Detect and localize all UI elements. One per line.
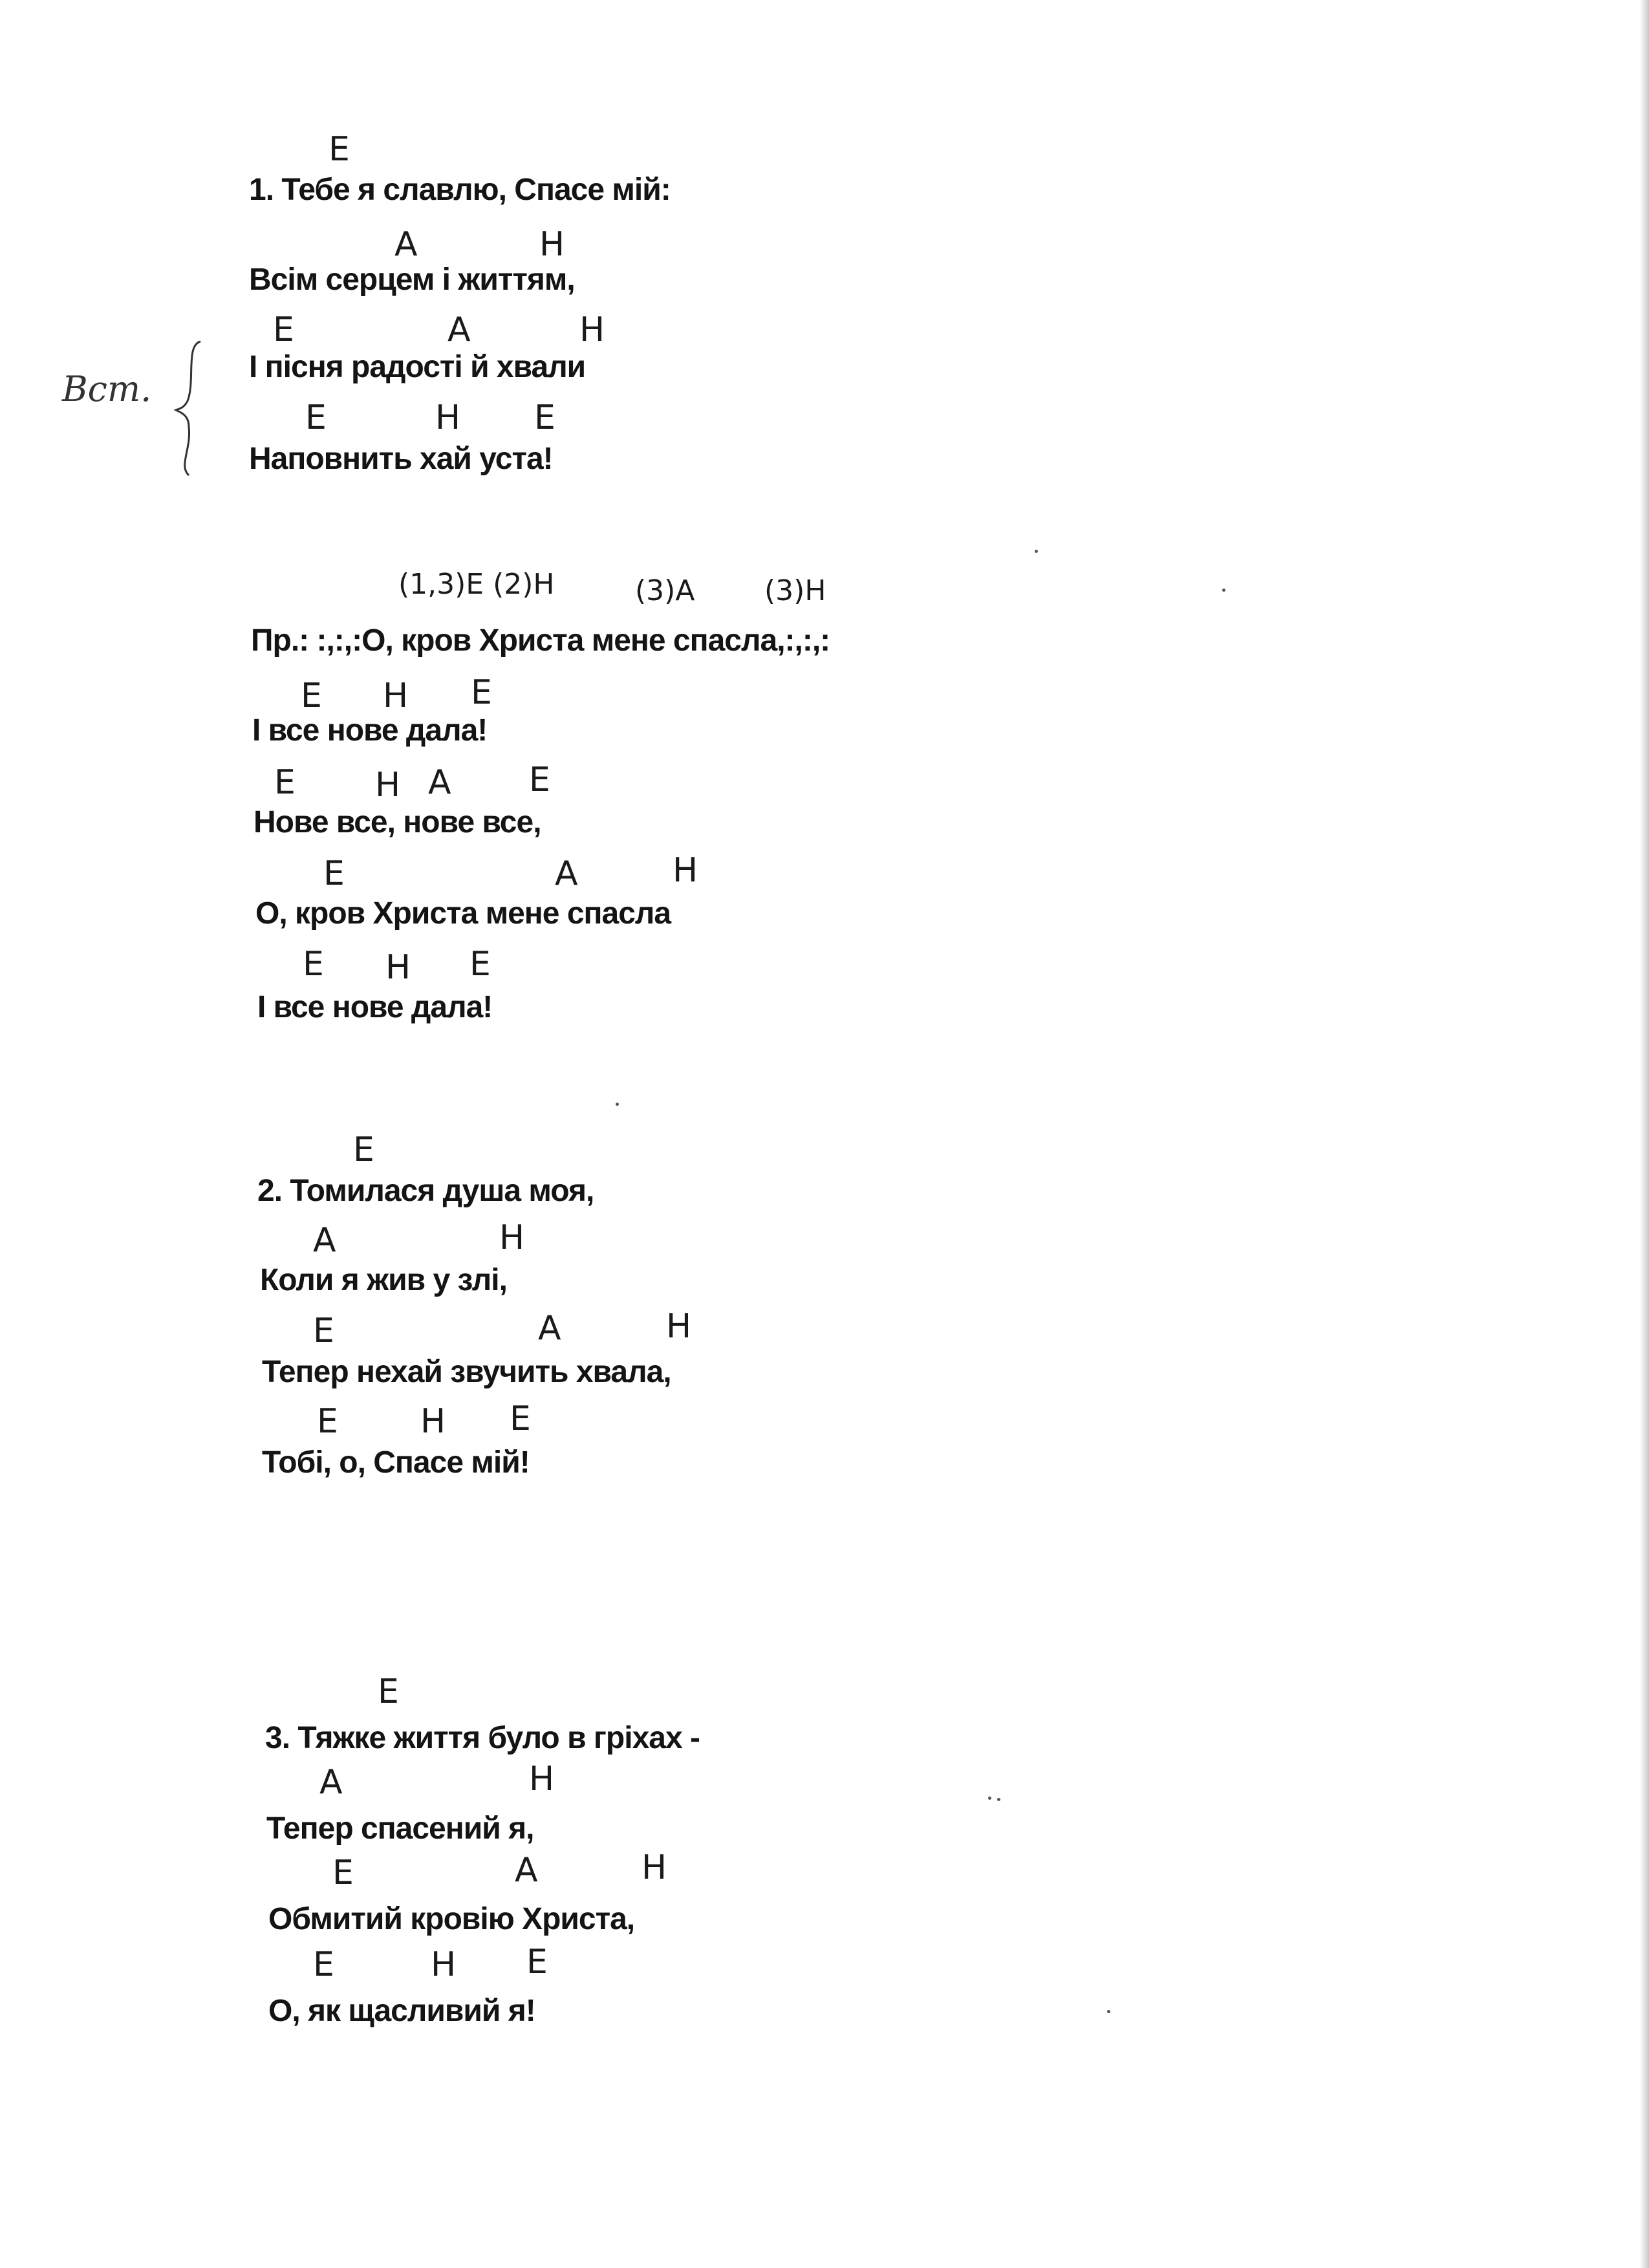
chord: E — [305, 398, 327, 437]
lyric-line: І все нове дала! — [257, 990, 493, 1024]
chord: E — [323, 854, 345, 893]
chord: E — [529, 761, 550, 799]
lyric-line: О, як щасливий я! — [268, 1994, 535, 2028]
chord: H — [673, 851, 698, 890]
lyric-line: 1. Тебе я славлю, Спасе мій: — [249, 173, 671, 207]
scan-speck — [616, 1103, 619, 1106]
margin-note: Вст. — [62, 369, 152, 409]
chord: E — [378, 1672, 399, 1711]
chord: H — [383, 676, 409, 715]
chord: (1,3)E (2)H — [398, 568, 555, 601]
brace-icon — [169, 336, 208, 479]
chord: E — [313, 1312, 334, 1350]
lyric-line: 2. Томилася душа моя, — [257, 1174, 594, 1208]
lyric-line: Нове все, нове все, — [253, 805, 541, 839]
chord: E — [273, 310, 294, 349]
chord: E — [332, 1853, 354, 1892]
scan-speck — [1222, 589, 1225, 592]
chord: H — [666, 1307, 692, 1346]
lyric-line: Тепер нехай звучить хвала, — [262, 1355, 671, 1389]
chord: H — [539, 225, 565, 264]
chord: (3)A — [635, 574, 695, 607]
chord: E — [469, 945, 491, 984]
lyric-line: І все нове дала! — [252, 713, 488, 748]
lyric-line: Тепер спасений я, — [266, 1811, 534, 1846]
lyric-line: Обмитий кровію Христа, — [268, 1902, 635, 1936]
chord: E — [526, 1943, 548, 1982]
lyric-line: О, кров Христа мене спасла — [255, 896, 671, 931]
chord: H — [529, 1760, 555, 1798]
lyric-line: Коли я жив у злі, — [260, 1263, 507, 1297]
chord: A — [428, 763, 451, 802]
scan-edge — [1640, 0, 1649, 2268]
chord: E — [317, 1402, 338, 1441]
chord: E — [534, 398, 555, 437]
chord: (3)H — [764, 574, 826, 607]
chord: H — [431, 1945, 457, 1984]
scan-speck — [1035, 550, 1038, 553]
chord: E — [313, 1945, 334, 1984]
lyric-line: Всім серцем і життям, — [249, 263, 575, 297]
chord: A — [555, 854, 578, 893]
chord: E — [510, 1399, 531, 1438]
lyric-line: Наповнить хай уста! — [249, 442, 553, 476]
chord: H — [435, 398, 461, 437]
chord: A — [394, 225, 418, 264]
scan-speck — [997, 1798, 1000, 1801]
chord: H — [579, 310, 605, 349]
chord: H — [420, 1402, 446, 1441]
chord: A — [313, 1221, 336, 1260]
lyric-line: Пр.: :,:,:О, кров Христа мене спасла,:,:,: — [251, 623, 830, 658]
lyric-line: Тобі, о, Спасе мій! — [262, 1445, 530, 1480]
chord: H — [499, 1218, 525, 1257]
chord: A — [447, 310, 471, 349]
chord: E — [301, 676, 322, 715]
chord: E — [329, 130, 350, 169]
lyric-line: І пісня радості й хвали — [249, 350, 586, 384]
chord: H — [375, 766, 401, 805]
chord: E — [471, 673, 492, 712]
scan-speck — [1107, 2010, 1110, 2013]
chord: E — [303, 945, 324, 984]
chord: A — [515, 1851, 538, 1890]
chord: E — [353, 1130, 374, 1169]
chord: A — [319, 1763, 343, 1802]
chord: E — [274, 763, 296, 802]
chord: H — [641, 1848, 667, 1887]
chord: A — [538, 1309, 561, 1348]
lyric-line: 3. Тяжке життя було в гріхах - — [265, 1721, 700, 1755]
chord: H — [385, 948, 411, 987]
scan-speck — [988, 1797, 991, 1800]
